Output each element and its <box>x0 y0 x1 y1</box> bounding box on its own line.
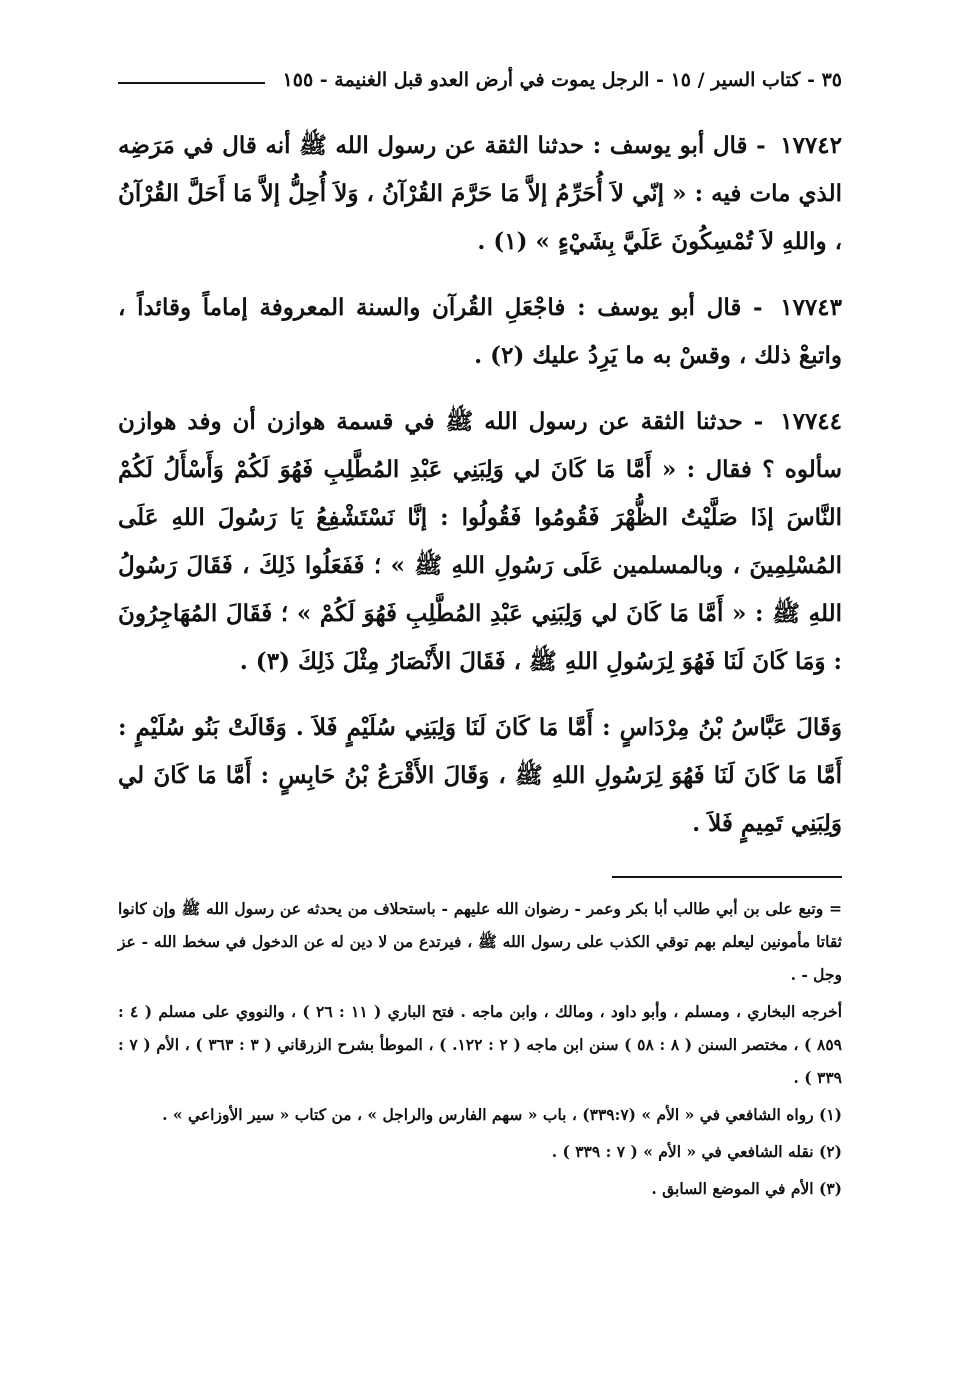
main-text <box>118 122 842 848</box>
paragraph-17743 <box>118 284 842 380</box>
footnote-2: (٢) نقله الشافعي في « الأم » ( ٧ : ٣٣٩ ) . <box>551 1142 842 1161</box>
header-title: ٣٥ - كتاب السير / ١٥ - الرجل يموت في أرض العدو قبل الغنيمة - ١٥٥ <box>282 69 842 91</box>
running-header <box>118 60 842 100</box>
book-page <box>118 60 842 1360</box>
hadith-number: ١٧٧٤٣ <box>780 294 842 321</box>
paragraph-17742 <box>118 122 842 266</box>
paragraph-text: - قال أبو يوسف : فاجْعَلِ القُرآن والسنة المعروفة إماماً وقائداً ، واتبعْ ذلك ، وقسْ به ما يَرِدُ عليك (٢) . <box>118 294 842 369</box>
footnote-sources: أخرجه البخاري ، ومسلم ، وأبو داود ، ومالك ، وابن ماجه . فتح الباري ( ١١ : ٢٦ ) ، والنووي على مسلم ( ٤ : ٨٥٩ ) ، مختصر السنن ( ٨ : ٥٨ ) سنن ابن ماجه ( ٢ : ١٢٢. ) ، الموطأ بشرح الزرقاني ( ٣ : ٣٦٣ ) ، الأم ( ٧ : ٣٣٩ ) . <box>118 1002 842 1087</box>
footnote-separator <box>612 876 842 878</box>
hadith-number: ١٧٧٤٢ <box>780 132 842 159</box>
paragraph-text: وَقَالَ عَبَّاسُ بْنُ مِرْدَاسٍ : أَمَّا مَا كَانَ لَنَا وَلِبَنِي سُلَيْمٍ فَلاَ . وَقَالَتْ بَنُو سُلَيْمٍ : أَمَّا مَا كَانَ لَنَا فَهُوَ لِرَسُولِ اللهِ ﷺ ، وَقَالَ الأَقْرَعُ بْنُ حَابِسٍ : أَمَّا مَا كَانَ لي وَلِبَنِي تَمِيمٍ فَلاَ . <box>118 714 842 837</box>
paragraph-17744 <box>118 398 842 686</box>
paragraph-text: - حدثنا الثقة عن رسول الله ﷺ في قسمة هوازن أن وفد هوازن سألوه ؟ فقال : « أَمَّا مَا كَانَ لي وَلِبَنِي عَبْدِ المُطَّلِبِ فَهُوَ لَكُمْ وَأَسْأَلُ لَكُمْ النَّاسَ إذَا صَلَّيْتُ الظُّهْرَ فَقُومُوا فَقُولُوا : إنَّا نَسْتَشْفِعُ يَا رَسُولَ اللهِ عَلَى المُسْلِمِينَ ، وبالمسلمين عَلَى رَسُولِ اللهِ ﷺ » ؛ فَفَعَلُوا ذَلِكَ ، فَقَالَ رَسُولُ اللهِ ﷺ : « أَمَّا مَا كَانَ لي وَلِبَنِي عَبْدِ المُطَّلِبِ فَهُوَ لَكُمْ » ؛ فَقَالَ المُهَاجِرُونَ : وَمَا كَانَ لَنَا فَهُوَ لِرَسُولِ اللهِ ﷺ ، فَقَالَ الأَنْصَارُ مِثْلَ ذَلِكَ (٣) . <box>118 408 842 675</box>
footnotes <box>118 892 842 1205</box>
header-rule <box>118 82 265 84</box>
footnote-3: (٣) الأم في الموضع السابق . <box>651 1179 842 1198</box>
footnote-continuation: = وتبع على بن أبي طالب أبا بكر وعمر - رضوان الله عليهم - باستحلاف من يحدثه عن رسول الله ﷺ وإن كانوا ثقاتا مأمونين ليعلم بهم توقي الكذب على رسول الله ﷺ ، فيرتدع من لا دين له عن الدخول في سخط الله - عز وجل - . <box>118 899 842 984</box>
hadith-number: ١٧٧٤٤ <box>780 408 843 435</box>
paragraph-text: - قال أبو يوسف : حدثنا الثقة عن رسول الله ﷺ أنه قال في مَرَضِه الذي مات فيه : « إنّي لاَ أُحَرِّمُ إلاَّ مَا حَرَّمَ القُرْآنُ ، وَلاَ أُحِلُّ إلاَّ مَا أَحَلَّ القُرْآنُ ، واللهِ لاَ تُمْسِكُونَ عَلَيَّ بِشَيْءٍ » (١) . <box>118 132 842 255</box>
paragraph-continuation <box>118 704 842 848</box>
footnote-1: (١) رواه الشافعي في « الأم » (٣٣٩:٧) ، باب « سهم الفارس والراجل » ، من كتاب « سير الأوزاعي » . <box>162 1105 842 1124</box>
